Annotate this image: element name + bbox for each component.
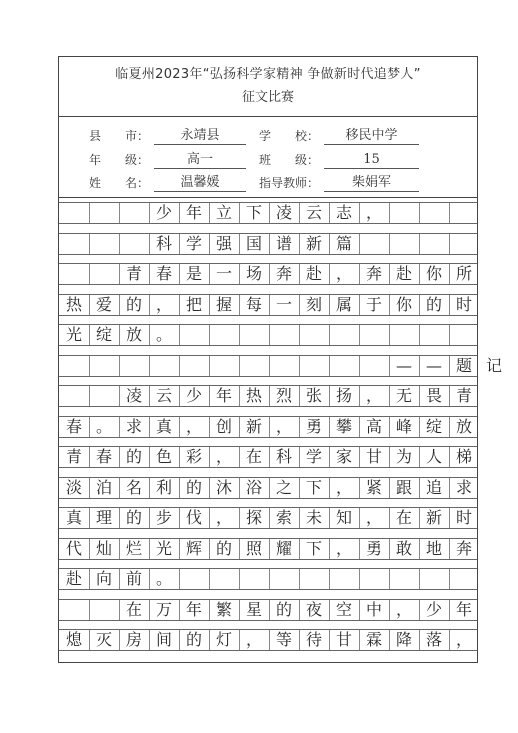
essay-char: ， xyxy=(365,508,382,527)
essay-char: 勇 xyxy=(305,416,322,436)
essay-char: 时 xyxy=(455,508,472,527)
essay-char: 春 xyxy=(155,264,172,283)
essay-char: 学 xyxy=(305,447,322,466)
essay-char: 繁 xyxy=(215,599,232,619)
essay-char: 烈 xyxy=(275,386,292,405)
essay-char: 光 xyxy=(155,538,172,558)
essay-char: 攀 xyxy=(335,416,352,436)
essay-char: 记 xyxy=(485,355,502,375)
essay-char: 空 xyxy=(335,599,352,619)
essay-char: 灭 xyxy=(95,630,112,649)
essay-char: 热 xyxy=(65,294,82,314)
essay-char: ， xyxy=(215,508,232,527)
essay-char: 无 xyxy=(395,386,412,405)
essay-char: 之 xyxy=(275,477,292,497)
essay-char: 烂 xyxy=(125,538,142,558)
essay-char: 中 xyxy=(365,599,382,619)
essay-line xyxy=(59,233,477,255)
essay-char: 泊 xyxy=(95,477,112,497)
essay-char: ， xyxy=(335,264,352,283)
essay-char: 。 xyxy=(95,416,112,436)
essay-char xyxy=(270,355,298,377)
essay-char: 峰 xyxy=(395,416,412,436)
essay-char: 少 xyxy=(155,203,172,222)
essay-char: 新 xyxy=(425,508,442,527)
essay-char: 紧 xyxy=(365,477,382,497)
essay-char: 理 xyxy=(95,508,112,527)
essay-char: 间 xyxy=(155,630,172,649)
essay-char: 的 xyxy=(425,294,442,314)
essay-char: 的 xyxy=(125,447,142,466)
essay-char xyxy=(330,355,358,377)
essay-char: 国 xyxy=(245,233,262,253)
name-value: 温馨媛 xyxy=(154,174,246,192)
essay-char xyxy=(300,355,328,377)
essay-char: ， xyxy=(275,416,292,436)
essay-char: 真 xyxy=(155,416,172,436)
essay-char: 真 xyxy=(65,508,82,527)
essay-char xyxy=(90,355,118,377)
essay-char: 云 xyxy=(305,203,322,222)
essay-char: 。 xyxy=(155,325,172,344)
contest-subtitle: 征文比赛 xyxy=(241,90,294,105)
class-value: 15 xyxy=(324,151,419,169)
essay-line xyxy=(59,263,477,285)
essay-char: 待 xyxy=(305,630,322,649)
essay-char: 索 xyxy=(275,508,292,527)
essay-char: 握 xyxy=(215,294,232,314)
essay-char: 甘 xyxy=(365,447,382,466)
essay-line xyxy=(59,355,502,377)
essay-char: 少 xyxy=(425,599,442,619)
essay-char: 熄 xyxy=(65,630,82,649)
essay-char: 探 xyxy=(245,508,262,527)
essay-char: 浴 xyxy=(245,477,262,497)
essay-char: 的 xyxy=(125,294,142,314)
essay-char: 在 xyxy=(395,508,412,527)
essay-char xyxy=(180,355,208,377)
essay-char: — xyxy=(396,355,412,375)
title-box xyxy=(59,57,477,117)
essay-char: 一 xyxy=(215,264,232,283)
essay-char: 的 xyxy=(185,477,202,497)
grade-label: 年 级： xyxy=(89,153,150,167)
essay-char: 等 xyxy=(275,630,292,649)
essay-char: 沐 xyxy=(215,477,232,497)
essay-char xyxy=(120,233,148,255)
essay-char: 新 xyxy=(245,416,262,436)
essay-char: 星 xyxy=(245,599,262,619)
student-info xyxy=(59,117,477,198)
essay-char: 赴 xyxy=(305,264,322,283)
essay-char xyxy=(90,233,118,255)
essay-line xyxy=(59,324,477,346)
essay-char: 科 xyxy=(155,233,172,253)
essay-char: ， xyxy=(335,538,352,558)
essay-char: 家 xyxy=(335,447,352,466)
essay-char: 在 xyxy=(245,447,262,466)
essay-char: 夜 xyxy=(305,599,322,619)
essay-char: 名 xyxy=(125,477,142,497)
essay-char xyxy=(60,599,88,621)
class-label: 班 级： xyxy=(259,153,320,167)
essay-char: 绽 xyxy=(425,416,442,436)
essay-char: 降 xyxy=(395,630,412,649)
essay-line xyxy=(59,446,477,468)
essay-char: 代 xyxy=(65,538,82,558)
essay-char: 云 xyxy=(155,386,172,405)
essay-line xyxy=(59,294,477,316)
essay-char: 的 xyxy=(275,599,292,619)
essay-char: 凌 xyxy=(275,203,292,222)
essay-char: 春 xyxy=(65,416,82,436)
essay-char: 所 xyxy=(455,264,472,283)
essay-char: 青 xyxy=(125,264,142,283)
teacher-label: 指导教师： xyxy=(259,176,320,190)
essay-char: 追 xyxy=(425,477,442,497)
essay-char: 是 xyxy=(185,264,202,283)
essay-char: 年 xyxy=(185,599,202,619)
essay-char xyxy=(90,599,118,621)
essay-char: ， xyxy=(395,599,412,619)
school-label: 学 校： xyxy=(259,129,320,143)
essay-char: 敢 xyxy=(395,538,412,558)
essay-char: 凌 xyxy=(125,386,142,405)
essay-char: 下 xyxy=(305,538,322,558)
essay-char: 属 xyxy=(335,294,352,314)
essay-line xyxy=(59,507,477,529)
essay-line xyxy=(59,416,477,438)
essay-char: 万 xyxy=(155,599,172,619)
essay-char: 灯 xyxy=(215,630,232,649)
essay-char: 篇 xyxy=(335,233,352,253)
essay-char: 把 xyxy=(185,294,202,314)
essay-char: 年 xyxy=(215,386,232,405)
essay-char: 灿 xyxy=(95,538,112,558)
essay-char: 热 xyxy=(245,386,262,405)
essay-char: 光 xyxy=(65,325,82,344)
essay-char: 。 xyxy=(155,569,172,588)
essay-char: 立 xyxy=(215,203,232,222)
essay-char: 放 xyxy=(125,325,142,344)
essay-char: 的 xyxy=(215,538,232,558)
essay-char: 放 xyxy=(455,416,472,436)
school-value: 移民中学 xyxy=(324,127,419,145)
essay-char: 爱 xyxy=(95,294,112,314)
essay-char: 青 xyxy=(65,447,82,466)
essay-char: ， xyxy=(245,630,262,649)
essay-char: ， xyxy=(155,294,172,314)
essay-sheet xyxy=(58,56,502,663)
essay-char: 向 xyxy=(95,569,112,588)
essay-char: 落 xyxy=(425,630,442,649)
essay-char xyxy=(60,233,88,255)
essay-char: 绽 xyxy=(95,325,112,344)
essay-char: 勇 xyxy=(365,538,382,558)
essay-char: 科 xyxy=(275,447,292,466)
essay-char: ， xyxy=(365,386,382,405)
essay-char: 色 xyxy=(155,447,172,466)
essay-char xyxy=(60,385,88,407)
essay-char: 梯 xyxy=(455,447,472,466)
teacher-value: 柴娟军 xyxy=(324,174,419,192)
essay-char: ， xyxy=(215,447,232,466)
essay-char: 跟 xyxy=(395,477,412,497)
essay-char: — xyxy=(426,355,442,375)
essay-char xyxy=(120,202,148,224)
essay-char: 赴 xyxy=(395,264,412,283)
essay-char: 少 xyxy=(185,386,202,405)
essay-char: 伐 xyxy=(185,508,202,527)
essay-char: 你 xyxy=(425,264,442,283)
essay-char: 照 xyxy=(245,538,262,558)
essay-char xyxy=(240,355,268,377)
essay-char xyxy=(60,355,88,377)
info-row-county xyxy=(59,127,477,149)
essay-char: 人 xyxy=(425,447,442,466)
essay-char: 知 xyxy=(335,508,352,527)
essay-char: 奔 xyxy=(275,264,292,283)
name-label: 姓 名： xyxy=(89,176,150,190)
essay-char: 步 xyxy=(155,508,172,527)
essay-char: ， xyxy=(335,477,352,497)
essay-char xyxy=(60,263,88,285)
essay-char xyxy=(90,202,118,224)
essay-char: 青 xyxy=(455,386,472,405)
essay-char: 下 xyxy=(245,203,262,222)
essay-char: 耀 xyxy=(275,538,292,558)
essay-char xyxy=(90,263,118,285)
essay-char: 甘 xyxy=(335,630,352,649)
essay-char: 谱 xyxy=(275,233,292,253)
essay-char xyxy=(150,355,178,377)
essay-char: 彩 xyxy=(185,447,202,466)
essay-char: 春 xyxy=(95,447,112,466)
essay-char: 为 xyxy=(395,447,412,466)
essay-char: 张 xyxy=(305,386,322,405)
essay-char: 强 xyxy=(215,233,232,253)
essay-char: 创 xyxy=(215,416,232,436)
contest-title: 临夏州2023年“弘扬科学家精神 争做新时代追梦人” xyxy=(115,67,421,82)
essay-char: 奔 xyxy=(365,264,382,283)
essay-line xyxy=(59,629,477,651)
essay-line xyxy=(59,538,477,560)
essay-char: ， xyxy=(365,203,382,222)
essay-char xyxy=(60,202,88,224)
essay-char: 在 xyxy=(125,599,142,619)
grade-value: 高一 xyxy=(154,151,246,169)
essay-char: 每 xyxy=(245,294,262,314)
essay-char: 赴 xyxy=(65,569,82,588)
essay-line xyxy=(59,568,477,590)
essay-char: 房 xyxy=(125,630,142,649)
info-row-name xyxy=(59,174,477,196)
county-label: 县 市： xyxy=(89,129,150,143)
essay-char: 淡 xyxy=(65,477,82,497)
essay-char: 年 xyxy=(185,203,202,222)
essay-line xyxy=(59,599,477,621)
essay-char: 刻 xyxy=(305,294,322,314)
essay-char: 求 xyxy=(455,477,472,497)
essay-char: 学 xyxy=(185,233,202,253)
essay-char xyxy=(90,385,118,407)
county-value: 永靖县 xyxy=(154,127,246,145)
essay-line xyxy=(59,202,477,224)
essay-char: 的 xyxy=(185,630,202,649)
essay-char xyxy=(360,355,388,377)
essay-char: ， xyxy=(185,416,202,436)
essay-char: 扬 xyxy=(335,386,352,405)
essay-char xyxy=(210,355,238,377)
essay-char: 时 xyxy=(455,294,472,314)
essay-char: 奔 xyxy=(455,538,472,558)
essay-char: ， xyxy=(455,630,472,649)
essay-char: 一 xyxy=(275,294,292,314)
essay-char: 新 xyxy=(305,233,322,253)
essay-char: 高 xyxy=(365,416,382,436)
essay-char: 前 xyxy=(125,569,142,588)
essay-char: 志 xyxy=(335,203,352,222)
essay-char: 于 xyxy=(365,294,382,314)
essay-char: 求 xyxy=(125,416,142,436)
essay-line xyxy=(59,385,477,407)
essay-char: 下 xyxy=(305,477,322,497)
essay-char: 的 xyxy=(125,508,142,527)
essay-char: 畏 xyxy=(425,386,442,405)
essay-char: 利 xyxy=(155,477,172,497)
essay-char: 场 xyxy=(245,264,262,283)
essay-char: 地 xyxy=(425,538,442,558)
essay-char: 题 xyxy=(455,355,472,375)
essay-char: 霖 xyxy=(365,630,382,649)
essay-char: 未 xyxy=(305,508,322,527)
writing-grid xyxy=(59,198,502,662)
essay-char xyxy=(120,355,148,377)
info-row-grade xyxy=(59,151,477,173)
essay-char: 你 xyxy=(395,294,412,314)
essay-char: 年 xyxy=(455,599,472,619)
essay-char: 辉 xyxy=(185,538,202,558)
essay-line xyxy=(59,477,477,499)
